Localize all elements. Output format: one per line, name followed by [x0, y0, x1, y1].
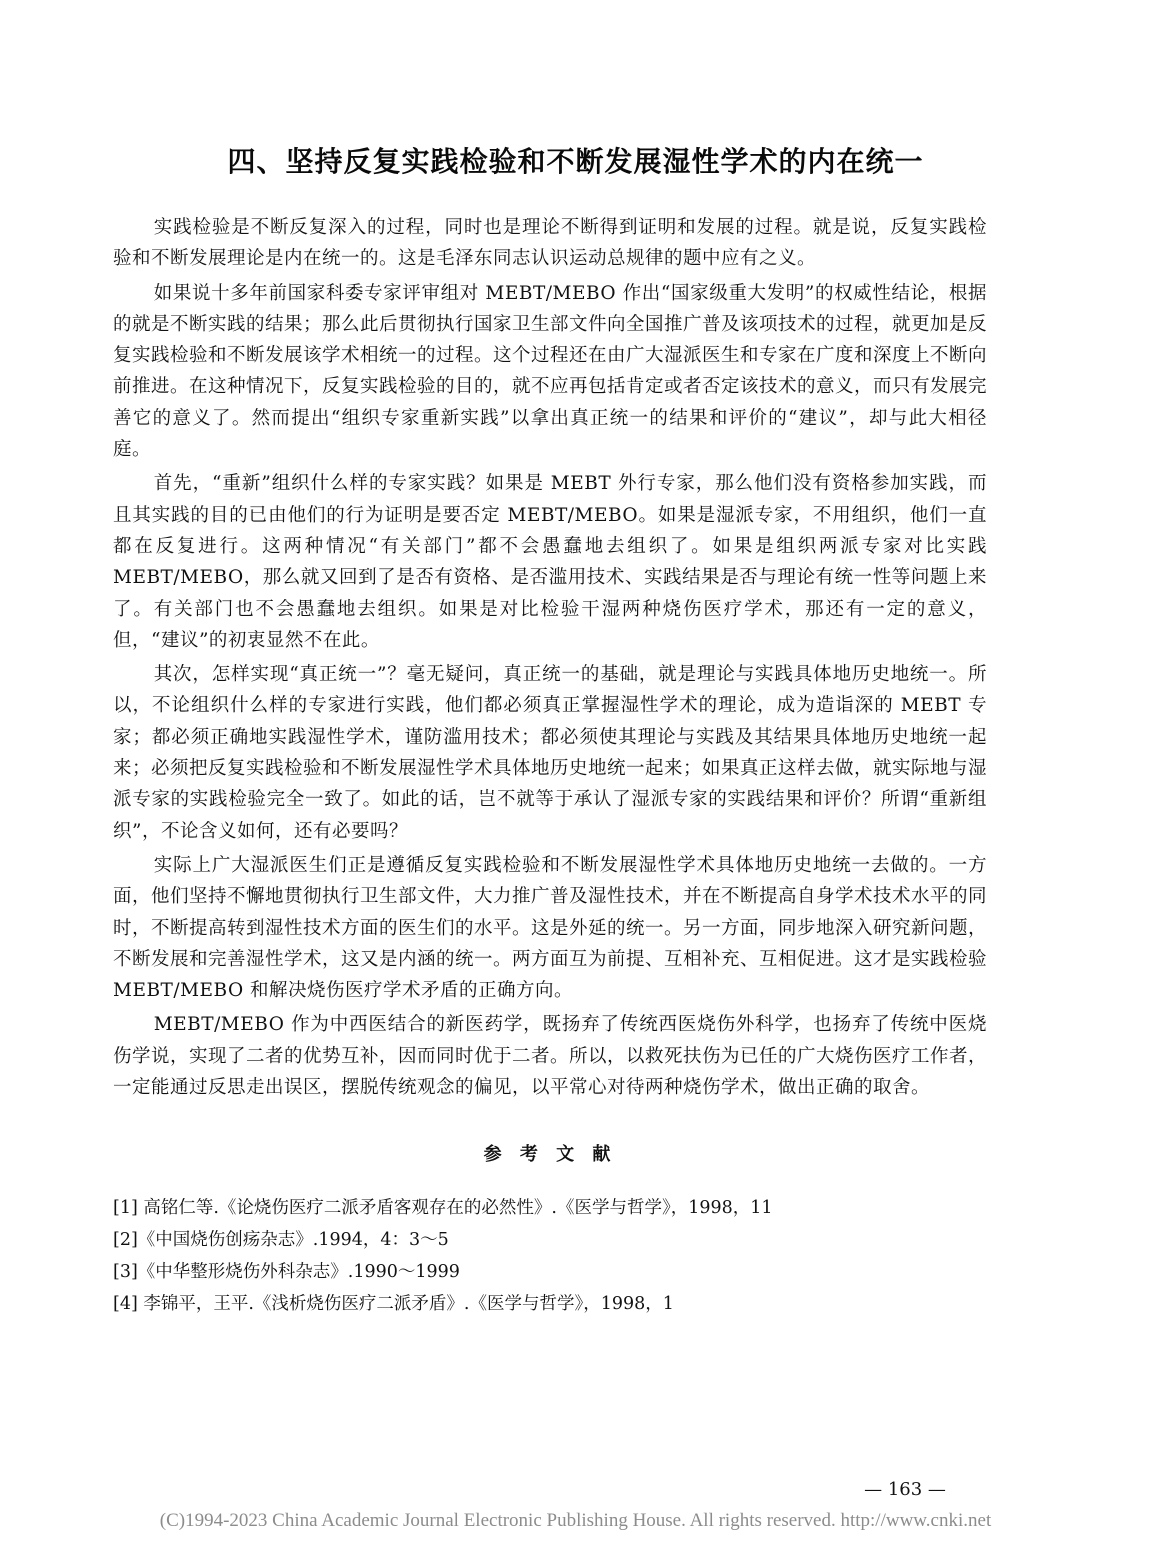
- reference-item: [4] 李锦平，王平.《浅析烧伤医疗二派矛盾》.《医学与哲学》，1998，1: [113, 1294, 674, 1314]
- article-body: [113, 212, 987, 1106]
- page-number: — 163 —: [864, 1479, 946, 1500]
- paragraph: 首先，“重新”组织什么样的专家实践？如果是 MEBT 外行专家，那么他们没有资格参加实践，而且其实践的目的已由他们的行为证明是要否定 MEBT/MEBO。如果是湿派专家，不用组织，他们一直都在反复进行。这两种情况“有关部门”都不会愚蠢地去组织了。如果是组织两派专家对比实践 MEBT/MEBO，那么就又回到了是否有资格、是否滥用技术、实践结果是否与理论有统一性等问题上来了。有关部门也不会愚蠢地去组织。如果是对比检验干湿两种烧伤医疗学术，那还有一定的意义，但，“建议”的初衷显然不在此。: [113, 473, 987, 651]
- reference-item: [2]《中国烧伤创疡杂志》.1994，4：3～5: [113, 1230, 449, 1250]
- paragraph: 实际上广大湿派医生们正是遵循反复实践检验和不断发展湿性学术具体地历史地统一去做的。一方面，他们坚持不懈地贯彻执行卫生部文件，大力推广普及湿性技术，并在不断提高自身学术技术水平的同时，不断提高转到湿性技术方面的医生们的水平。这是外延的统一。另一方面，同步地深入研究新问题，不断发展和完善湿性学术，这又是内涵的统一。两方面互为前提、互相补充、互相促进。这才是实践检验 MEBT/MEBO 和解决烧伤医疗学术矛盾的正确方向。: [113, 854, 988, 1002]
- paragraph: 如果说十多年前国家科委专家评审组对 MEBT/MEBO 作出“国家级重大发明”的权威性结论，根据的就是不断实践的结果；那么此后贯彻执行国家卫生部文件向全国推广普及该项技术的过程，就更加是反复实践检验和不断发展该学术相统一的过程。这个过程还在由广大湿派医生和专家在广度和深度上不断向前推进。在这种情况下，反复实践检验的目的，就不应再包括肯定或者否定该技术的意义，而只有发展完善它的意义了。然而提出“组织专家重新实践”以拿出真正统一的结果和评价的“建议”，却与此大相径庭。: [113, 282, 988, 461]
- reference-item: [1] 高铭仁等.《论烧伤医疗二派矛盾客观存在的必然性》.《医学与哲学》，1998，11: [113, 1198, 773, 1218]
- reference-item: [3]《中华整形烧伤外科杂志》.1990～1999: [113, 1262, 460, 1282]
- paragraph: 实践检验是不断反复深入的过程，同时也是理论不断得到证明和发展的过程。就是说，反复实践检验和不断发展理论是内在统一的。这是毛泽东同志认识运动总规律的题中应有之义。: [113, 217, 987, 270]
- references-list: [113, 1193, 987, 1321]
- paragraph: MEBT/MEBO 作为中西医结合的新医药学，既扬弃了传统西医烧伤外科学，也扬弃了传统中医烧伤学说，实现了二者的优势互补，因而同时优于二者。所以，以救死扶伤为已任的广大烧伤医疗工作者，一定能通过反思走出误区，摆脱传统观念的偏见，以平常心对待两种烧伤学术，做出正确的取舍。: [113, 1014, 988, 1099]
- copyright-footer: (C)1994-2023 China Academic Journal Electronic Publishing House. All rights reserved. http://www.cnki.net: [159, 1510, 992, 1531]
- paragraph: 其次，怎样实现“真正统一”？毫无疑问，真正统一的基础，就是理论与实践具体地历史地统一。所以，不论组织什么样的专家进行实践，他们都必须真正掌握湿性学术的理论，成为造诣深的 MEBT 专家；都必须正确地实践湿性学术，谨防滥用技术；都必须使其理论与实践及其结果具体地历史地统一起来；必须把反复实践检验和不断发展湿性学术具体地历史地统一起来；如果真正这样去做，就实际地与湿派专家的实践检验完全一致了。如此的话，岂不就等于承认了湿派专家的实践结果和评价？所谓“重新组织”，不论含义如何，还有必要吗？: [113, 664, 988, 842]
- references-heading: 参 考 文 献: [483, 1144, 617, 1165]
- section-title: 四、坚持反复实践检验和不断发展湿性学术的内在统一: [227, 145, 924, 178]
